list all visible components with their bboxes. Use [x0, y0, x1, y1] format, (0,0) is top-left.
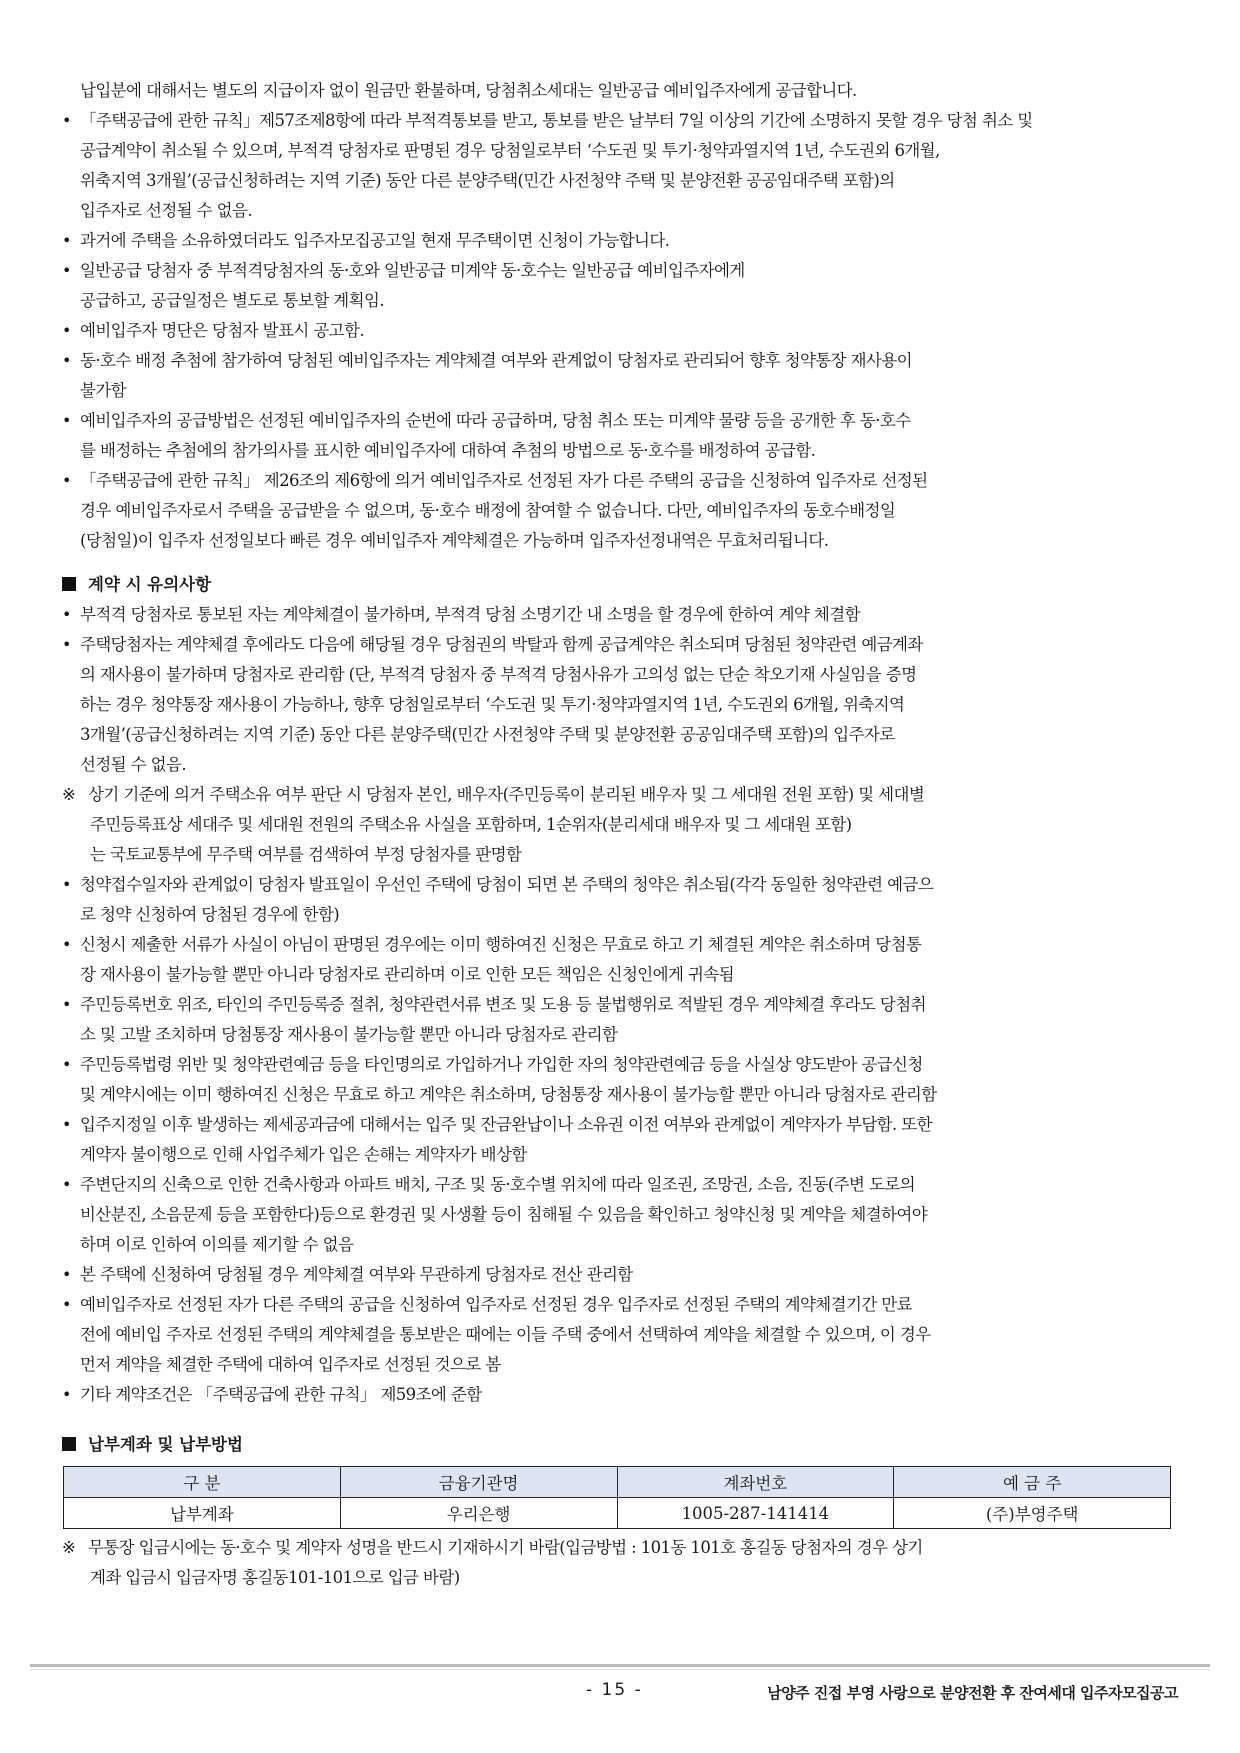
list-item-continuation: 하며 이로 인하여 이의를 제기할 수 없음: [80, 1235, 354, 1254]
list-item-continuation: 비산분진, 소음문제 등을 포함한다)등으로 환경권 및 사생활 등이 침해될 수 있음을 확인하고 청약신청 및 계약을 체결하여야: [80, 1205, 928, 1224]
list-item-continuation: 의 재사용이 불가하며 당첨자로 관리함 (단, 부적격 당첨자 중 부적격 당첨사유가 고의성 없는 단순 착오기재 사실임을 증명: [80, 665, 917, 684]
table-header-row: [64, 1467, 1171, 1498]
list-item: • 청약접수일자와 관계없이 당첨자 발표일이 우선인 주택에 당첨이 되면 본 주택의 청약은 취소됨(각각 동일한 청약관련 예금으: [62, 870, 1182, 900]
list-item: • 신청시 제출한 서류가 사실이 아님이 판명된 경우에는 이미 행하여진 신청은 무효로 하고 기 체결된 계약은 취소하며 당첨통: [62, 930, 1182, 960]
section-3-note: [62, 1533, 1182, 1593]
list-item: • 예비입주자 명단은 당첨자 발표시 공고함.: [62, 316, 1182, 346]
list-item-continuation: 위축지역 3개월’(공급신청하려는 지역 기준) 동안 다른 분양주택(민간 사전청약 주택 및 분양전환 공공임대주택 포함)의: [80, 171, 895, 190]
section-3-heading: [62, 1430, 1182, 1460]
list-item-continuation: 입주자로 선정될 수 없음.: [80, 201, 252, 220]
section-3-title: 납부계좌 및 납부방법: [88, 1435, 243, 1454]
table-row: [64, 1498, 1171, 1529]
list-item-continuation: 불가함: [80, 381, 127, 400]
list-item: • 부적격 당첨자로 통보된 자는 계약체결이 불가하며, 부적격 당첨 소명기간 내 소명을 할 경우에 한하여 계약 체결함: [62, 600, 1182, 630]
list-item: • 과거에 주택을 소유하였더라도 입주자모집공고일 현재 무주택이면 신청이 가능합니다.: [62, 226, 1182, 256]
list-item-continuation: 로 청약 신청하여 당첨된 경우에 한함): [80, 905, 340, 924]
footer-divider-thin: [30, 1669, 1210, 1670]
section-1-list: [62, 106, 1182, 556]
list-item: • 입주지정일 이후 발생하는 제세공과금에 대해서는 입주 및 잔금완납이나 소유권 이전 여부와 관계없이 계약자가 부담함. 또한: [62, 1110, 1182, 1140]
section-2-title: 계약 시 유의사항: [88, 575, 212, 594]
list-item-continuation: 하는 경우 청약통장 재사용이 가능하나, 향후 당첨일로부터 ‘수도권 및 투기·청약과열지역 1년, 수도권외 6개월, 위축지역: [80, 695, 905, 714]
table-header-cell: 금융기관명: [340, 1467, 617, 1498]
intro-line: 납입분에 대해서는 별도의 지급이자 없이 원금만 환불하며, 당첨취소세대는 일반공급 예비입주자에게 공급합니다.: [80, 81, 857, 100]
note-continuation: 주민등록표상 세대주 및 세대원 전원의 주택소유 사실을 포함하며, 1순위자(분리세대 배우자 및 그 세대원 포함): [90, 815, 852, 834]
table-cell: 우리은행: [340, 1498, 617, 1529]
list-item-continuation: 를 배정하는 추첨에의 참가의사를 표시한 예비입주자에 대하여 추첨의 방법으로 동·호수를 배정하여 공급함.: [80, 441, 816, 460]
list-item: • 주민등록법령 위반 및 청약관련예금 등을 타인명의로 가입하거나 가입한 자의 청약관련예금 등을 사실상 양도받아 공급신청: [62, 1050, 1182, 1080]
table-cell: (주)부영주택: [894, 1498, 1171, 1529]
square-bullet-icon: [62, 1437, 76, 1451]
document-page: [62, 76, 1182, 1593]
intro-block: [62, 76, 1182, 106]
list-item-continuation: 먼저 계약을 체결한 주택에 대하여 입주자로 선정된 것으로 봄: [80, 1355, 501, 1374]
note-continuation: 는 국토교통부에 무주택 여부를 검색하여 부정 당첨자를 판명함: [90, 845, 522, 864]
note-line: ※ 무통장 입금시에는 동·호수 및 계약자 성명을 반드시 기재하시기 바람(입금방법 : 101동 101호 홍길동 당첨자의 경우 상기: [62, 1533, 1182, 1563]
list-item: • 주택당첨자는 계약체결 후에라도 다음에 해당될 경우 당첨권의 박탈과 함께 공급계약은 취소되며 당첨된 청약관련 예금계좌: [62, 630, 1182, 660]
list-item: • 「주택공급에 관한 규칙」제57조제8항에 따라 부적격통보를 받고, 통보를 받은 날부터 7일 이상의 기간에 소명하지 못할 경우 당첨 취소 및: [62, 106, 1182, 136]
table-cell: 납부계좌: [64, 1498, 341, 1529]
list-item-continuation: 계약자 불이행으로 인해 사업주체가 입은 손해는 계약자가 배상함: [80, 1145, 527, 1164]
table-header-cell: 계좌번호: [617, 1467, 894, 1498]
account-table: [63, 1466, 1171, 1529]
list-item-continuation: 소 및 고발 조치하며 당첨통장 재사용이 불가능할 뿐만 아니라 당첨자로 관리함: [80, 1025, 618, 1044]
list-item-continuation: 선정될 수 없음.: [80, 755, 186, 774]
list-item-continuation: 경우 예비입주자로서 주택을 공급받을 수 없으며, 동·호수 배정에 참여할 수 없습니다. 다만, 예비입주자의 동호수배정일: [80, 501, 896, 520]
list-item-continuation: (당첨일)이 입주자 선정일보다 빠른 경우 예비입주자 계약체결은 가능하며 입주자선정내역은 무효처리됩니다.: [80, 531, 829, 550]
list-item: • 예비입주자의 공급방법은 선정된 예비입주자의 순번에 따라 공급하며, 당첨 취소 또는 미계약 물량 등을 공개한 후 동·호수: [62, 406, 1182, 436]
list-item: • 기타 계약조건은 「주택공급에 관한 규칙」 제59조에 준함: [62, 1380, 1182, 1410]
section-2-note: [62, 780, 1182, 870]
list-item-continuation: 장 재사용이 불가능할 뿐만 아니라 당첨자로 관리하며 이로 인한 모든 책임은 신청인에게 귀속됨: [80, 965, 734, 984]
section-2-list-a: [62, 600, 1182, 780]
list-item-continuation: 전에 예비입 주자로 선정된 주택의 계약체결을 통보받은 때에는 이들 주택 중에서 선택하여 계약을 체결할 수 있으며, 이 경우: [80, 1325, 931, 1344]
list-item: • 주변단지의 신축으로 인한 건축사항과 아파트 배치, 구조 및 동·호수별 위치에 따라 일조권, 조망권, 소음, 진동(주변 도로의: [62, 1170, 1182, 1200]
square-bullet-icon: [62, 577, 76, 591]
list-item: • 일반공급 당첨자 중 부적격당첨자의 동·호와 일반공급 미계약 동·호수는 일반공급 예비입주자에게: [62, 256, 1182, 286]
list-item-continuation: 공급하고, 공급일정은 별도로 통보할 계획임.: [80, 291, 384, 310]
footer-divider: [30, 1664, 1210, 1667]
note-line: ※ 상기 기준에 의거 주택소유 여부 판단 시 당첨자 본인, 배우자(주민등록이 분리된 배우자 및 그 세대원 전원 포함) 및 세대별: [62, 780, 1182, 810]
section-2-heading: [62, 570, 1182, 600]
table-header-cell: 구 분: [64, 1467, 341, 1498]
section-2-list-b: [62, 870, 1182, 1410]
table-cell: 1005-287-141414: [617, 1498, 894, 1529]
footer-title: 남양주 진접 부영 사랑으로 분양전환 후 잔여세대 입주자모집공고: [767, 1684, 1178, 1702]
list-item-continuation: 및 계약시에는 이미 행하여진 신청은 무효로 하고 계약은 취소하며, 당첨통장 재사용이 불가능할 뿐만 아니라 당첨자로 관리함: [80, 1085, 937, 1104]
list-item: • 본 주택에 신청하여 당첨될 경우 계약체결 여부와 무관하게 당첨자로 전산 관리함: [62, 1260, 1182, 1290]
list-item: • 주민등록번호 위조, 타인의 주민등록증 절취, 청약관련서류 변조 및 도용 등 불법행위로 적발된 경우 계약체결 후라도 당첨취: [62, 990, 1182, 1020]
page-number: - 15 -: [586, 1680, 643, 1700]
list-item: • 「주택공급에 관한 규칙」 제26조의 제6항에 의거 예비입주자로 선정된 자가 다른 주택의 공급을 신청하여 입주자로 선정된: [62, 466, 1182, 496]
note-continuation: 계좌 입금시 입금자명 홍길동101-101으로 입금 바람): [90, 1568, 460, 1587]
list-item-continuation: 공급계약이 취소될 수 있으며, 부적격 당첨자로 판명된 경우 당첨일로부터 ‘수도권 및 투기·청약과열지역 1년, 수도권외 6개월,: [80, 141, 940, 160]
list-item: • 예비입주자로 선정된 자가 다른 주택의 공급을 신청하여 입주자로 선정된 경우 입주자로 선정된 주택의 계약체결기간 만료: [62, 1290, 1182, 1320]
list-item-continuation: 3개월’(공급신청하려는 지역 기준) 동안 다른 분양주택(민간 사전청약 주택 및 분양전환 공공임대주택 포함)의 입주자로: [80, 725, 895, 744]
list-item: • 동·호수 배정 추첨에 참가하여 당첨된 예비입주자는 계약체결 여부와 관계없이 당첨자로 관리되어 향후 청약통장 재사용이: [62, 346, 1182, 376]
table-header-cell: 예 금 주: [894, 1467, 1171, 1498]
